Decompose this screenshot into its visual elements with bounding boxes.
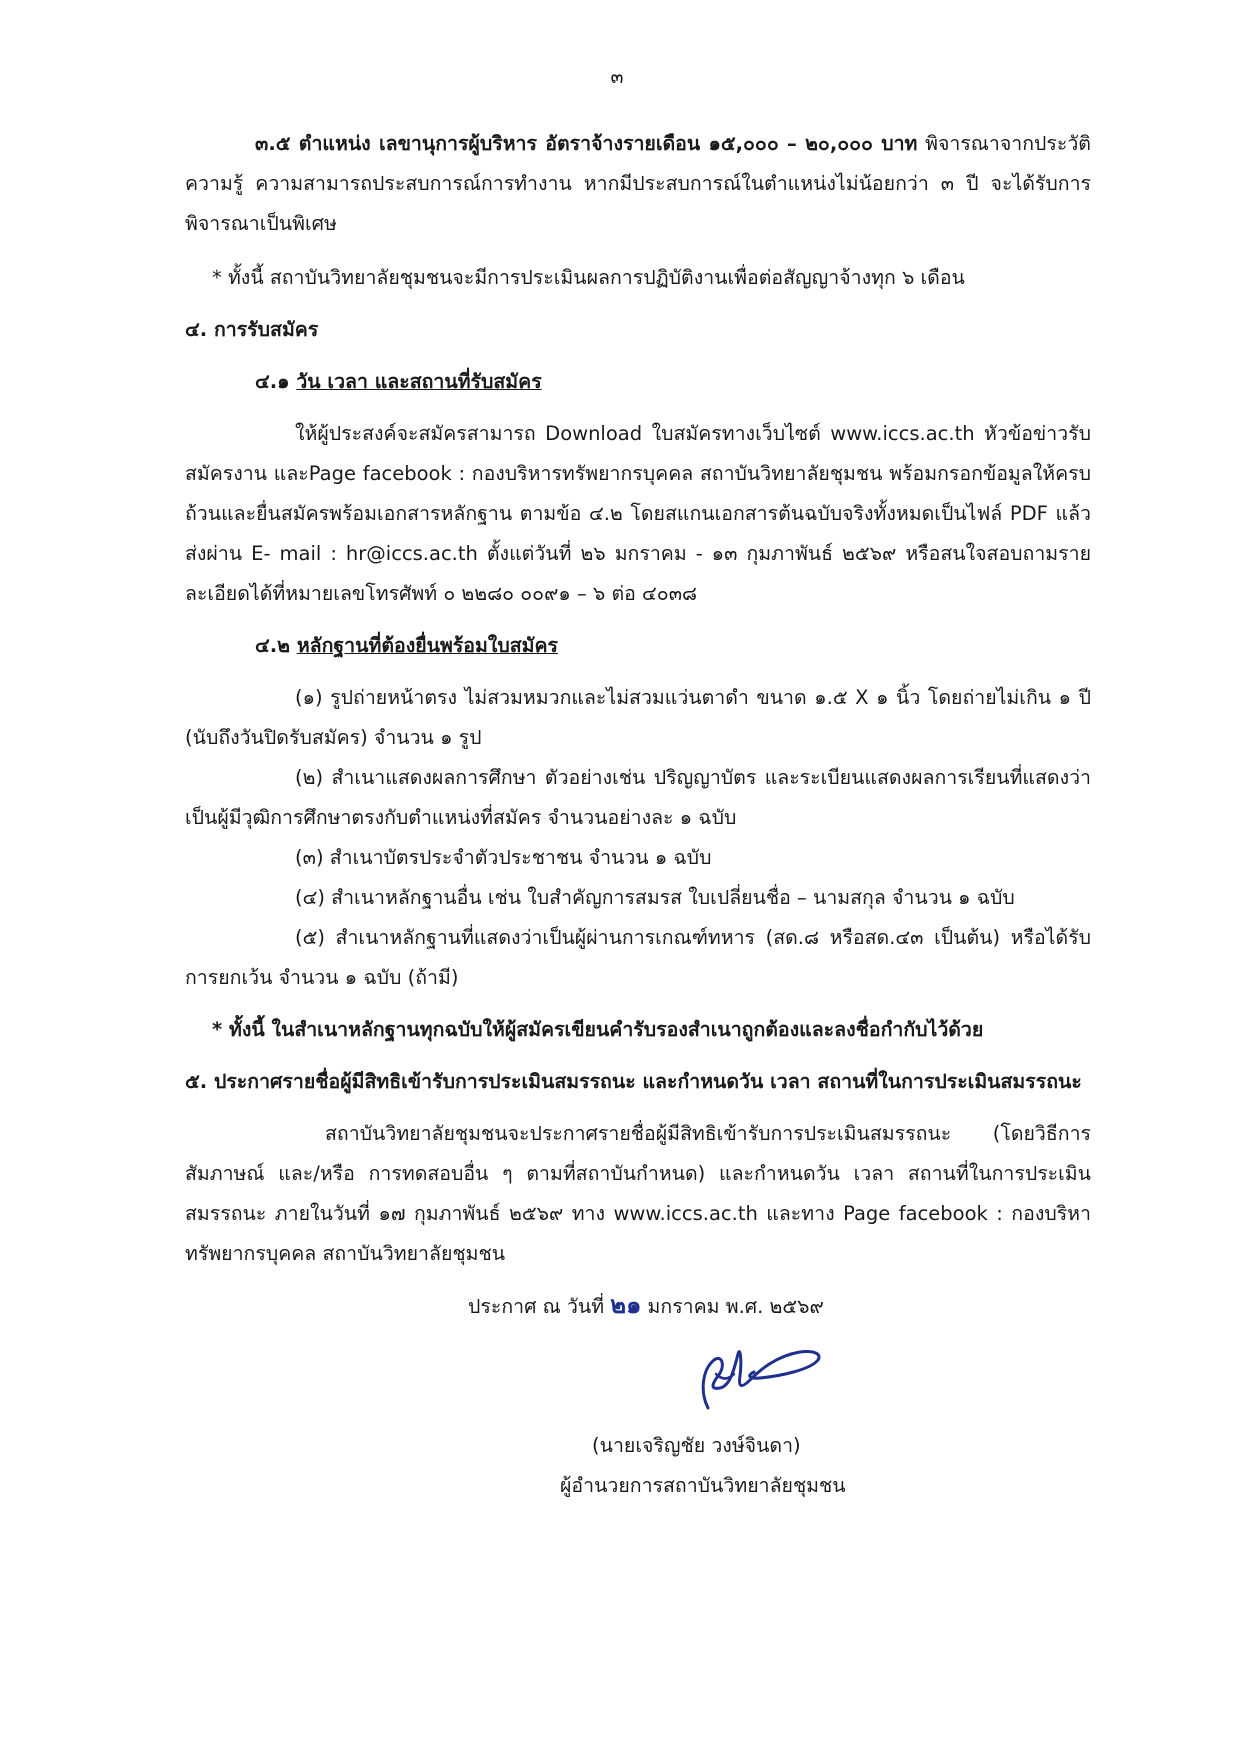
document-item-2: (๒) สำเนาแสดงผลการศึกษา ตัวอย่างเช่น ปริญญาบัตร และระเบียนแสดงผลการเรียนที่แสดงว่าเป็นผู้มีวุฒิการศึกษาตรงกับตำแหน่งที่สมัคร จำนวนอย่างละ ๑ ฉบับ <box>185 766 1091 829</box>
section-4-1-number: ๔.๑ <box>255 370 297 393</box>
certify-note: * ทั้งนี้ ในสำเนาหลักฐานทุกฉบับให้ผู้สมัครเขียนคำรับรองสำเนาถูกต้องและลงชื่อกำกับไว้ด้วย <box>212 1018 984 1041</box>
announcement-day-handwritten: ๒๑ <box>610 1291 642 1319</box>
document-item-4: (๔) สำเนาหลักฐานอื่น เช่น ใบสำคัญการสมรส ใบเปลี่ยนชื่อ – นามสกุล จำนวน ๑ ฉบับ <box>295 886 1015 909</box>
section-4-1-title: วัน เวลา และสถานที่รับสมัคร <box>296 370 542 393</box>
page-number: ๓ <box>610 66 624 88</box>
section-4-2-title: หลักฐานที่ต้องยื่นพร้อมใบสมัคร <box>296 634 559 657</box>
evaluation-note: * ทั้งนี้ สถาบันวิทยาลัยชุมชนจะมีการประเมินผลการปฏิบัติงานเพื่อต่อสัญญาจ้างทุก ๖ เดือน <box>212 266 965 289</box>
document-item-5: (๕) สำเนาหลักฐานที่แสดงว่าเป็นผู้ผ่านการเกณฑ์ทหาร (สด.๘ หรือสด.๔๓ เป็นต้น) หรือได้รับการยกเว้น จำนวน ๑ ฉบับ (ถ้ามี) <box>185 926 1091 989</box>
signer-position: ผู้อำนวยการสถาบันวิทยาลัยชุมชน <box>560 1474 846 1497</box>
section-4-2-heading <box>255 626 1091 666</box>
section-4-1-body: ให้ผู้ประสงค์จะสมัครสามารถ Download ใบสมัครทางเว็บไซต์ www.iccs.ac.th หัวข้อข่าวรับสมัครงาน และPage facebook : กองบริหารทรัพยากรบุคคล สถาบันวิทยาลัยชุมชน พร้อมกรอกข้อมูลให้ครบถ้วนและยื่นสมัครพร้อมเอกสารหลักฐาน ตามข้อ ๔.๒ โดยสแกนเอกสารต้นฉบับจริงทั้งหมดเป็นไฟล์ PDF แล้วส่งผ่าน E- mail : hr@iccs.ac.th ตั้งแต่วันที่ ๒๖ มกราคม - ๑๓ กุมภาพันธ์ ๒๕๖๙ หรือสนใจสอบถามรายละเอียดได้ที่หมายเลขโทรศัพท์ ๐ ๒๒๘๐ ๐๐๙๑ – ๖ ต่อ ๔๐๓๘ <box>185 422 1091 605</box>
announcement-date-prefix: ประกาศ ณ วันที่ <box>468 1295 611 1318</box>
section-3-5-paragraph <box>185 124 1091 244</box>
section-4-1-heading <box>255 362 1091 402</box>
section-4-2-number: ๔.๒ <box>255 634 297 657</box>
section-3-5-lead: ๓.๕ ตำแหน่ง เลขานุการผู้บริหาร อัตราจ้างรายเดือน ๑๕,๐๐๐ – ๒๐,๐๐๐ บาท <box>255 132 918 155</box>
section-5-body: สถาบันวิทยาลัยชุมชนจะประกาศรายชื่อผู้มีสิทธิเข้ารับการประเมินสมรรถนะ (โดยวิธีการสัมภาษณ์ และ/หรือ การทดสอบอื่น ๆ ตามที่สถาบันกำหนด) และกำหนดวัน เวลา สถานที่ในการประเมินสมรรถนะ ภายในวันที่ ๑๗ กุมภาพันธ์ ๒๕๖๙ ทาง www.iccs.ac.th และทาง Page facebook : กองบริหาทรัพยากรบุคคล สถาบันวิทยาลัยชุมชน <box>185 1122 1091 1265</box>
announcement-date <box>468 1285 824 1324</box>
signature-image <box>680 1330 830 1420</box>
document-body <box>185 124 1091 1274</box>
signer-name: (นายเจริญชัย วงษ์จินดา) <box>592 1434 801 1457</box>
section-3-5-text: พิจารณาจากประวัติ ความรู้ ความสามารถประสบการณ์การทำงาน หากมีประสบการณ์ในตำแหน่งไม่น้อยกว่า ๓ ปี จะได้รับการพิจารณาเป็นพิเศษ <box>185 132 1091 235</box>
section-5-title: ๕. ประกาศรายชื่อผู้มีสิทธิเข้ารับการประเมินสมรรถนะ และกำหนดวัน เวลา สถานที่ในการประเมินสมรรถนะ <box>185 1070 1082 1093</box>
section-4-title: ๔. การรับสมัคร <box>185 318 319 341</box>
document-item-1: (๑) รูปถ่ายหน้าตรง ไม่สวมหมวกและไม่สวมแว่นตาดำ ขนาด ๑.๕ X ๑ นิ้ว โดยถ่ายไม่เกิน ๑ ปี (นับถึงวันปิดรับสมัคร) จำนวน ๑ รูป <box>185 686 1091 749</box>
document-item-3: (๓) สำเนาบัตรประจำตัวประชาชน จำนวน ๑ ฉบับ <box>295 846 712 869</box>
announcement-date-suffix: มกราคม พ.ศ. ๒๕๖๙ <box>641 1295 824 1318</box>
